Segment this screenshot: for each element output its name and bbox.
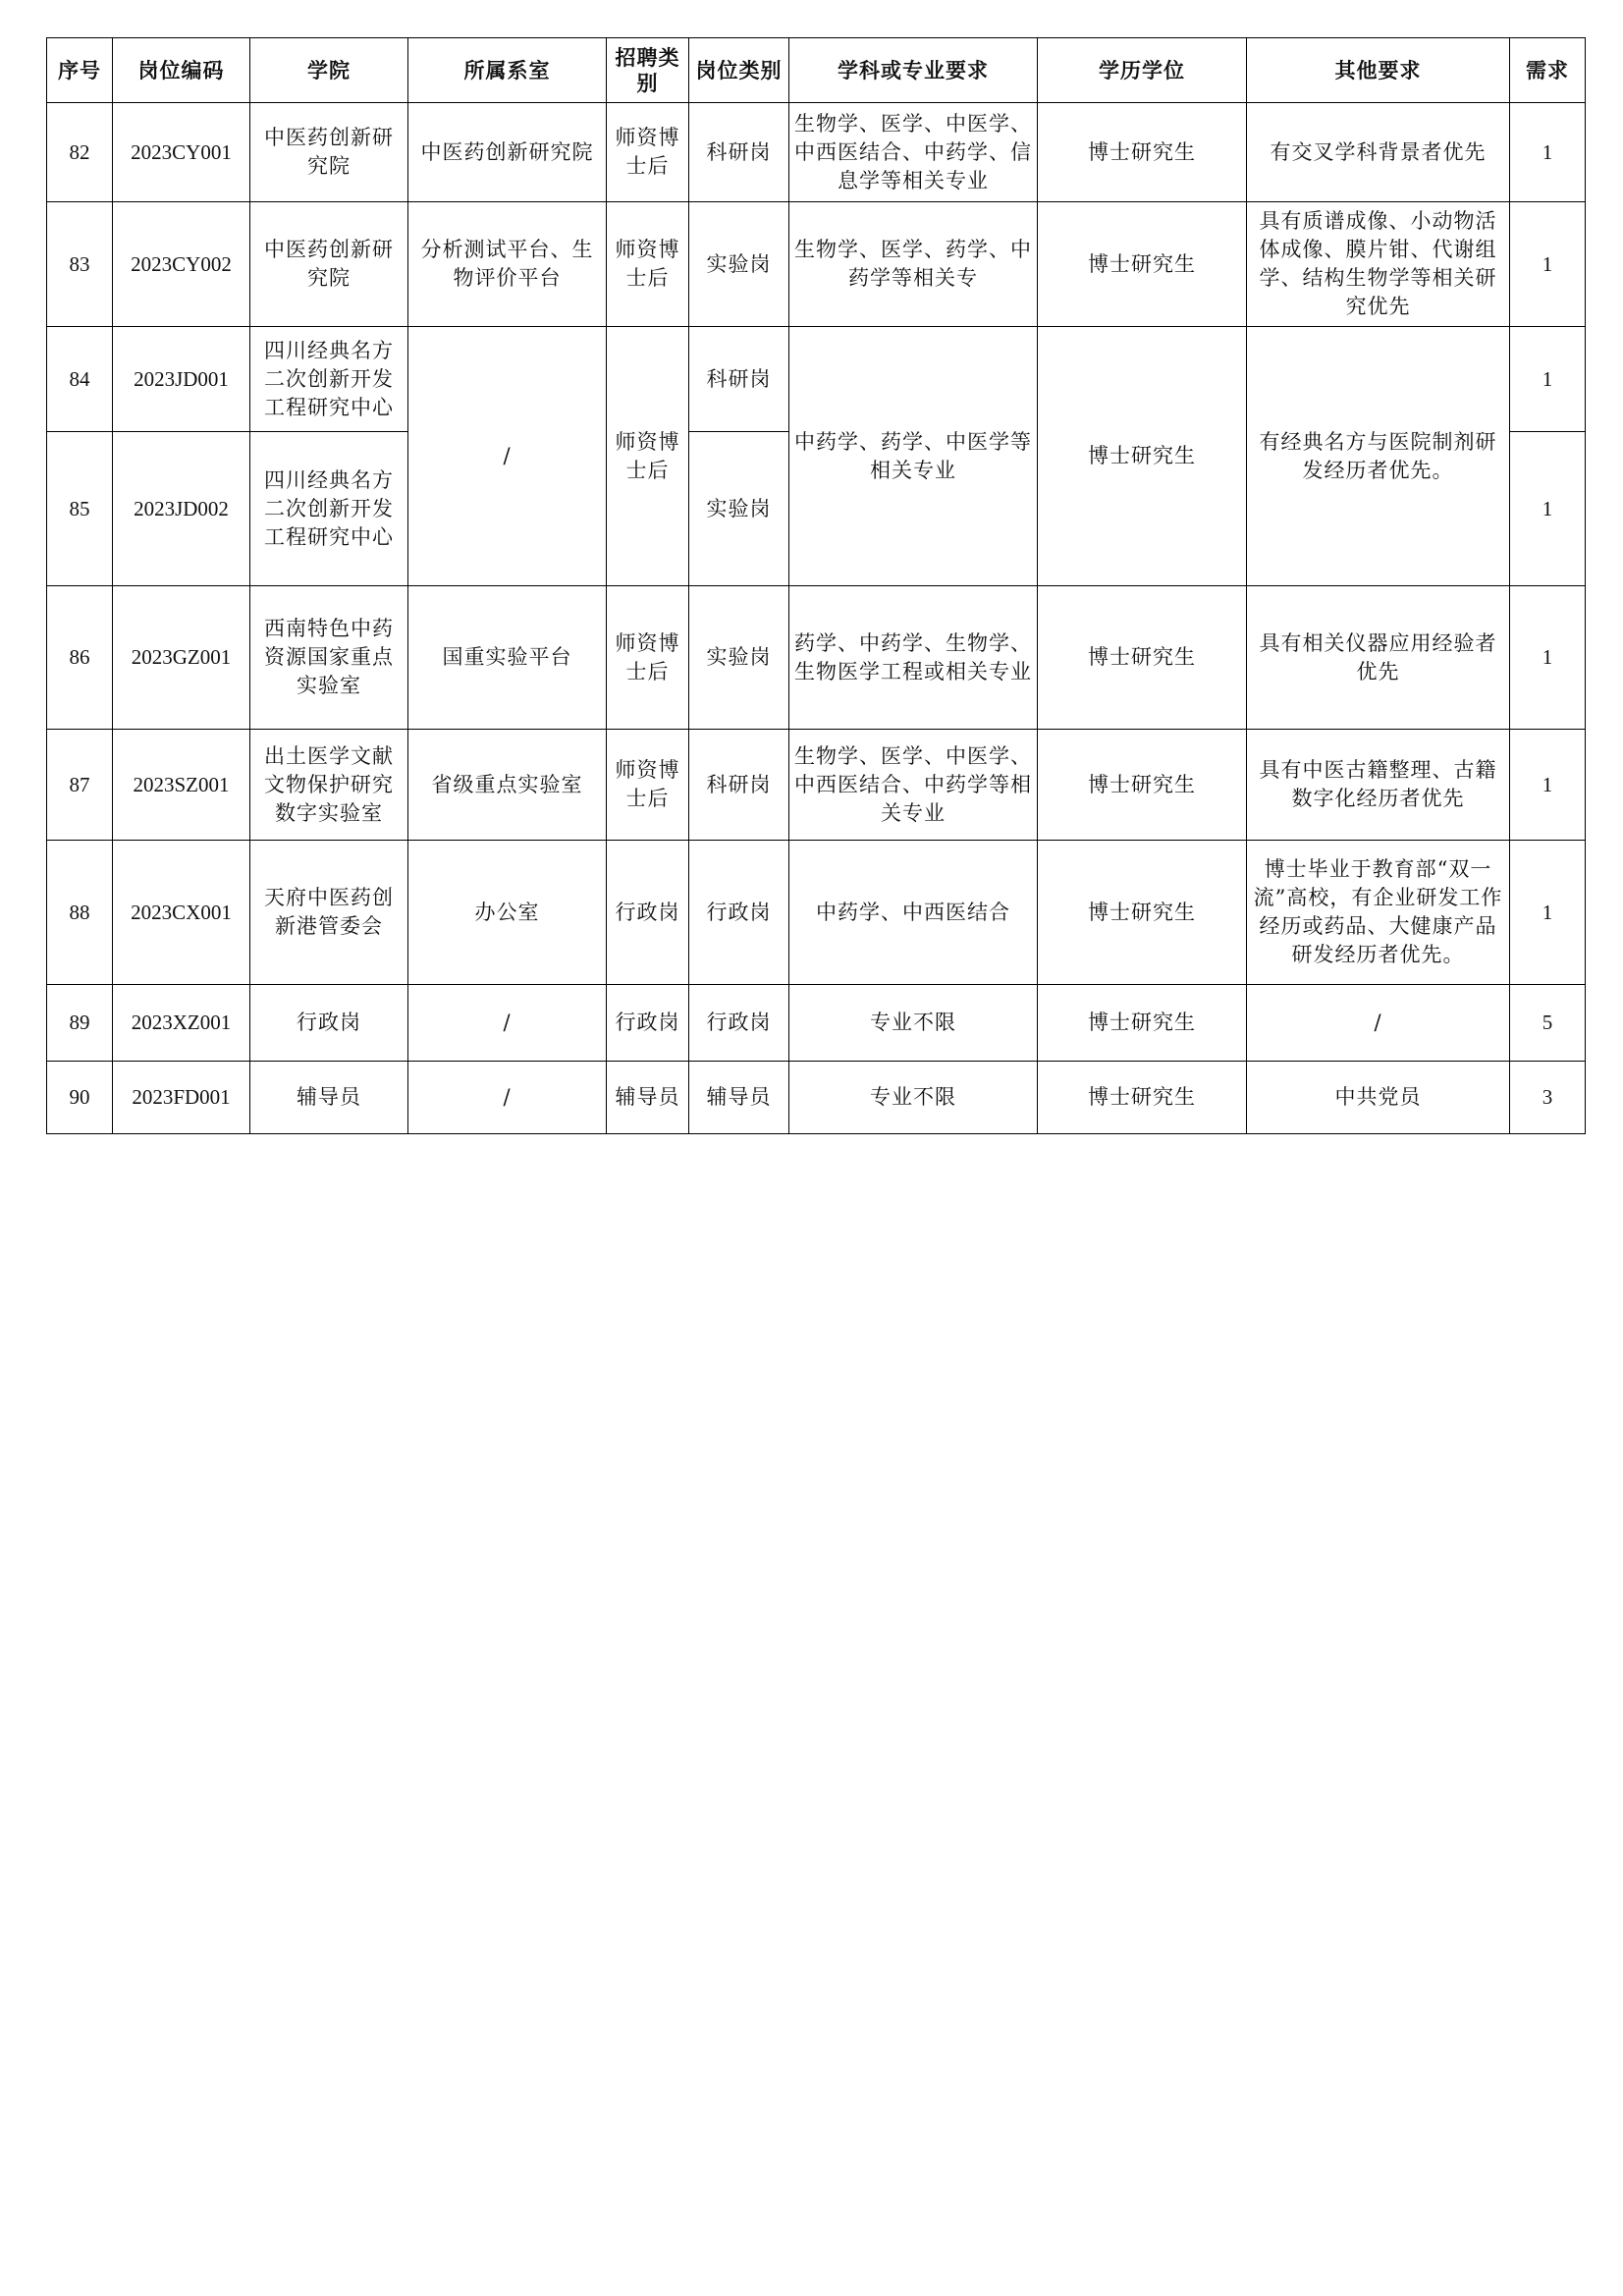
cell-major: 中药学、药学、中医学等相关专业 — [789, 327, 1038, 586]
cell-recruit: 师资博士后 — [607, 103, 689, 202]
cell-need: 1 — [1510, 202, 1586, 327]
cell-college: 中医药创新研究院 — [250, 103, 408, 202]
cell-degree: 博士研究生 — [1038, 586, 1247, 730]
col-header-code: 岗位编码 — [113, 38, 250, 103]
cell-code: 2023GZ001 — [113, 586, 250, 730]
cell-other: 有经典名方与医院制剂研发经历者优先。 — [1247, 327, 1510, 586]
cell-dept: 国重实验平台 — [408, 586, 607, 730]
cell-degree: 博士研究生 — [1038, 103, 1247, 202]
cell-no: 87 — [47, 730, 113, 841]
cell-college: 中医药创新研究院 — [250, 202, 408, 327]
cell-no: 86 — [47, 586, 113, 730]
cell-other: 具有中医古籍整理、古籍数字化经历者优先 — [1247, 730, 1510, 841]
cell-dept: / — [408, 327, 607, 586]
cell-other: 具有相关仪器应用经验者 优先 — [1247, 586, 1510, 730]
cell-post: 行政岗 — [689, 841, 789, 985]
cell-degree: 博士研究生 — [1038, 841, 1247, 985]
cell-need: 1 — [1510, 586, 1586, 730]
cell-need: 1 — [1510, 730, 1586, 841]
cell-recruit: 师资博士后 — [607, 730, 689, 841]
cell-other: 具有质谱成像、小动物活体成像、膜片钳、代谢组学、结构生物学等相关研究优先 — [1247, 202, 1510, 327]
cell-no: 89 — [47, 985, 113, 1062]
col-header-recruit: 招聘类别 — [607, 38, 689, 103]
cell-major: 药学、中药学、生物学、生物医学工程或相关专业 — [789, 586, 1038, 730]
table-row — [47, 985, 1586, 1062]
cell-dept: / — [408, 1062, 607, 1134]
cell-post: 实验岗 — [689, 432, 789, 586]
cell-major: 生物学、医学、中医学、中西医结合、中药学等相关专业 — [789, 730, 1038, 841]
cell-other: 中共党员 — [1247, 1062, 1510, 1134]
cell-code: 2023JD002 — [113, 432, 250, 586]
cell-major: 中药学、中西医结合 — [789, 841, 1038, 985]
col-header-degree: 学历学位 — [1038, 38, 1247, 103]
cell-no: 84 — [47, 327, 113, 432]
cell-post: 科研岗 — [689, 730, 789, 841]
cell-post: 科研岗 — [689, 327, 789, 432]
cell-major: 生物学、医学、药学、中药学等相关专 — [789, 202, 1038, 327]
table-row — [47, 586, 1586, 730]
cell-post: 实验岗 — [689, 202, 789, 327]
cell-college: 天府中医药创新港管委会 — [250, 841, 408, 985]
cell-degree: 博士研究生 — [1038, 730, 1247, 841]
cell-major: 专业不限 — [789, 1062, 1038, 1134]
cell-post: 实验岗 — [689, 586, 789, 730]
cell-need: 5 — [1510, 985, 1586, 1062]
cell-no: 88 — [47, 841, 113, 985]
cell-recruit: 辅导员 — [607, 1062, 689, 1134]
cell-college: 辅导员 — [250, 1062, 408, 1134]
col-header-other: 其他要求 — [1247, 38, 1510, 103]
cell-other: 有交叉学科背景者优先 — [1247, 103, 1510, 202]
cell-college: 西南特色中药资源国家重点实验室 — [250, 586, 408, 730]
recruitment-table — [46, 37, 1586, 1134]
cell-recruit: 行政岗 — [607, 841, 689, 985]
cell-dept: 分析测试平台、生物评价平台 — [408, 202, 607, 327]
cell-need: 1 — [1510, 103, 1586, 202]
cell-recruit: 行政岗 — [607, 985, 689, 1062]
cell-major: 生物学、医学、中医学、中西医结合、中药学、信息学等相关专业 — [789, 103, 1038, 202]
cell-dept: 办公室 — [408, 841, 607, 985]
cell-post: 辅导员 — [689, 1062, 789, 1134]
cell-code: 2023XZ001 — [113, 985, 250, 1062]
cell-college: 四川经典名方二次创新开发工程研究中心 — [250, 327, 408, 432]
header-row — [47, 38, 1586, 103]
table-row — [47, 841, 1586, 985]
cell-other: / — [1247, 985, 1510, 1062]
cell-recruit: 师资博士后 — [607, 586, 689, 730]
cell-major: 专业不限 — [789, 985, 1038, 1062]
cell-need: 1 — [1510, 841, 1586, 985]
cell-need: 1 — [1510, 432, 1586, 586]
cell-college: 行政岗 — [250, 985, 408, 1062]
col-header-post: 岗位类别 — [689, 38, 789, 103]
cell-need: 1 — [1510, 327, 1586, 432]
cell-degree: 博士研究生 — [1038, 985, 1247, 1062]
cell-dept: / — [408, 985, 607, 1062]
cell-degree: 博士研究生 — [1038, 1062, 1247, 1134]
col-header-need: 需求 — [1510, 38, 1586, 103]
cell-dept: 省级重点实验室 — [408, 730, 607, 841]
cell-no: 90 — [47, 1062, 113, 1134]
col-header-dept: 所属系室 — [408, 38, 607, 103]
table-row — [47, 202, 1586, 327]
cell-no: 82 — [47, 103, 113, 202]
col-header-no: 序号 — [47, 38, 113, 103]
cell-recruit: 师资博士后 — [607, 202, 689, 327]
cell-recruit: 师资博士后 — [607, 327, 689, 586]
cell-other: 博士毕业于教育部“双一流”高校，有企业研发工作经历或药品、大健康产品研发经历者优先。 — [1247, 841, 1510, 985]
col-header-college: 学院 — [250, 38, 408, 103]
cell-code: 2023CX001 — [113, 841, 250, 985]
cell-dept: 中医药创新研究院 — [408, 103, 607, 202]
cell-college: 出土医学文献文物保护研究数字实验室 — [250, 730, 408, 841]
cell-no: 85 — [47, 432, 113, 586]
table-row — [47, 730, 1586, 841]
cell-code: 2023FD001 — [113, 1062, 250, 1134]
table-row — [47, 103, 1586, 202]
cell-code: 2023SZ001 — [113, 730, 250, 841]
cell-college: 四川经典名方二次创新开发工程研究中心 — [250, 432, 408, 586]
cell-need: 3 — [1510, 1062, 1586, 1134]
cell-degree: 博士研究生 — [1038, 327, 1247, 586]
cell-code: 2023CY001 — [113, 103, 250, 202]
cell-code: 2023JD001 — [113, 327, 250, 432]
table-row — [47, 327, 1586, 432]
cell-degree: 博士研究生 — [1038, 202, 1247, 327]
cell-code: 2023CY002 — [113, 202, 250, 327]
cell-post: 行政岗 — [689, 985, 789, 1062]
cell-no: 83 — [47, 202, 113, 327]
cell-post: 科研岗 — [689, 103, 789, 202]
col-header-major: 学科或专业要求 — [789, 38, 1038, 103]
table-row — [47, 1062, 1586, 1134]
